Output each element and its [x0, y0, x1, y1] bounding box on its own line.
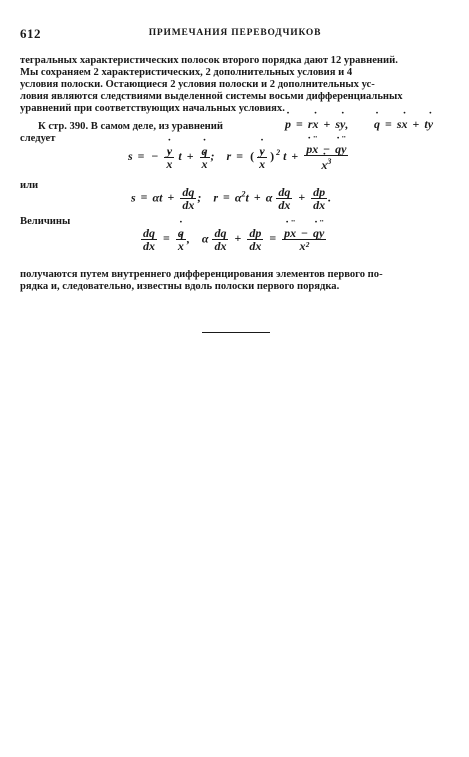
text-line: уравнений при соответствующих начальных условиях.: [20, 103, 285, 114]
paragraph-2-follows: следует: [20, 133, 56, 144]
running-title: ПРИМЕЧАНИЯ ПЕРЕВОДЧИКОВ: [148, 28, 322, 38]
connector-quantities: Величины: [20, 216, 71, 227]
equation-p-dot: ˙ p = r˙ x + s˙ y,: [285, 117, 348, 132]
paragraph-1: [20, 55, 452, 115]
text-line: получаются путем внутреннего дифференцирования элементов первого по-: [20, 269, 383, 280]
text-line: рядка и, следовательно, известны вдоль полоски первого порядка.: [20, 281, 340, 292]
equation-q-dot: ˙ q = s˙ x + t˙ y: [374, 117, 433, 132]
text-line: Мы сохраняем 2 характеристических, 2 дополнительных условия и 4: [20, 67, 353, 78]
paragraph-3: [20, 269, 452, 293]
section-divider: [202, 332, 270, 333]
equation-s-r-alpha: s = αt + $\frac{dq}{dx}$ ; $r = \alpha^2t + \alpha$ $\frac{dq}{dx}$ + $\frac{dp}{dx}$ .: [131, 185, 332, 212]
page-header: [20, 26, 450, 40]
text-line: ловия являются следствиями выделенной системы восьми дифференциальных: [20, 91, 403, 102]
connector-or: или: [20, 180, 39, 191]
paragraph-2-lead: К стр. 390. В самом деле, из уравнений: [38, 121, 223, 132]
equation-s-r-dot: s = − ˙ y ˙ x t + ˙ q ˙ x ; r = ( ˙ y ˙ x ) $^2$ t + ˙ p¨ x − ˙ q¨ y ˙ $x^3$: [128, 143, 349, 171]
equation-quantities: $\frac{dq}{dx}$ = ˙ q ˙ x , α $\frac{dq}{dx}$ + $\frac{dp}{dx}$ = ˙ $\frac{p¨ x - ˙ q¨ y}{\text{x²}}$: [140, 227, 327, 252]
page-number: 612: [20, 26, 41, 41]
text-line: условия полоски. Остающиеся 2 условия полоски и 2 дополнительных ус-: [20, 79, 375, 90]
text-line: тегральных характеристических полосок второго порядка дают 12 уравнений.: [20, 55, 398, 66]
